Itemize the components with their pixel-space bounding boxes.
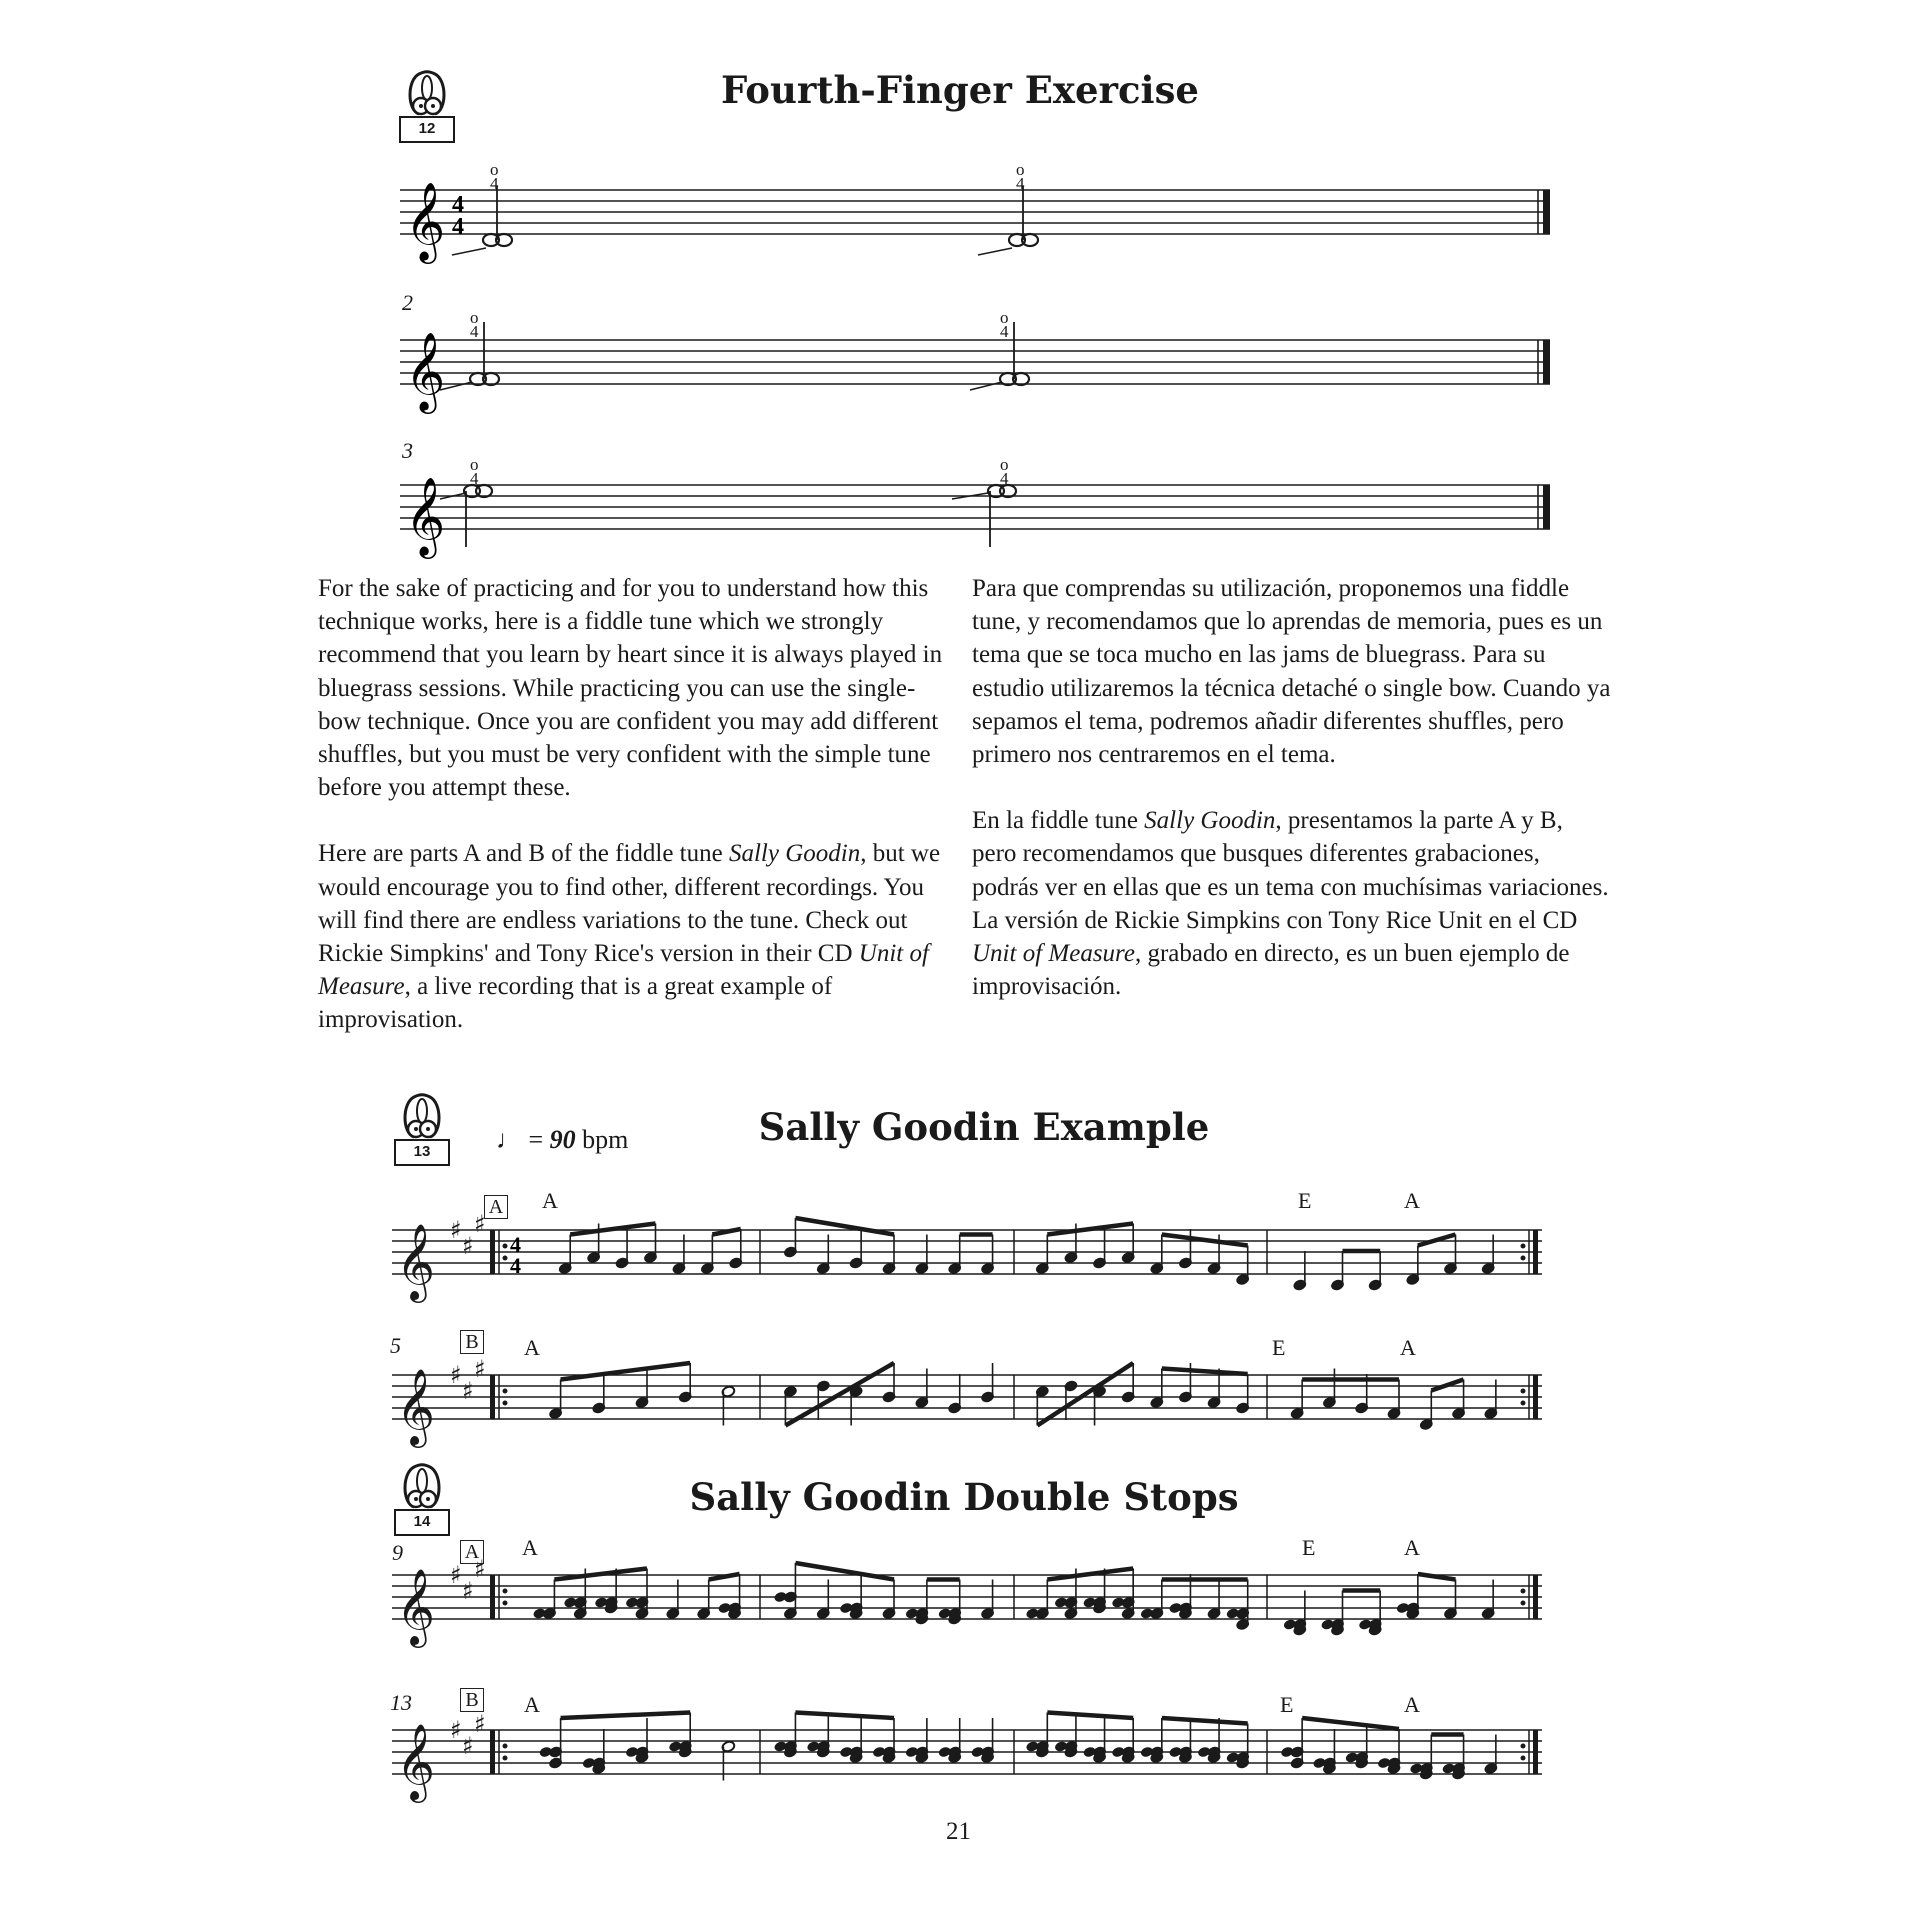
- note-beam: [795, 1218, 894, 1235]
- rehearsal-mark: A: [484, 1195, 508, 1219]
- chord-symbol: A: [524, 1335, 540, 1360]
- fingering-open: o: [490, 160, 499, 179]
- system-number: 5: [390, 1333, 401, 1358]
- paragraph: Para que comprendas su utilización, proponemos una fiddle tune, y recomendamos que lo aprendas de memoria, pues es un tema que se toca mucho en las jams de bluegrass. Para su estudio utilizaremos la técnica detaché o single bow. Cuando ya sepamos el tema, podremos añadir diferentes shuffles, pero primero nos centraremos en el tema.: [972, 575, 1611, 769]
- tempo-marking: ♩ = 90 bpm: [496, 1125, 629, 1154]
- cd-track-icon: [393, 1093, 451, 1167]
- english-text-column: [318, 572, 958, 1037]
- chord-symbol: A: [1404, 1188, 1420, 1213]
- system-number: 9: [392, 1540, 403, 1565]
- repeat-dot: [503, 1744, 508, 1749]
- note-beam: [1047, 1569, 1133, 1580]
- repeat-dot: [1521, 1744, 1526, 1749]
- sharp-icon: ♯: [474, 1710, 486, 1738]
- repeat-bar: [490, 1730, 495, 1774]
- chord-symbol: A: [1404, 1692, 1420, 1717]
- chord-symbol: A: [542, 1188, 558, 1213]
- treble-clef-icon: 𝄞: [396, 1223, 436, 1300]
- chord-symbol: A: [524, 1692, 540, 1717]
- fingering-open: o: [1000, 308, 1009, 327]
- fingering-open: o: [1000, 455, 1009, 474]
- repeat-bar: [1533, 1230, 1538, 1274]
- tune-name: Sally Goodin: [728, 840, 861, 868]
- sharp-icon: ♯: [462, 1732, 474, 1760]
- cd-track-icon: [398, 70, 456, 144]
- treble-clef-icon: 𝄞: [396, 1568, 436, 1645]
- fingering-open: o: [470, 455, 479, 474]
- treble-clef-icon: 𝄞: [396, 1368, 436, 1445]
- system-number: 13: [390, 1690, 412, 1715]
- tempo-value: 90: [549, 1125, 576, 1154]
- repeat-dot: [1521, 1756, 1526, 1761]
- exercise-staff-2: [400, 310, 1560, 410]
- fingering-four: 4: [1016, 174, 1025, 193]
- note-head: [773, 1591, 787, 1604]
- sharp-icon: ♯: [450, 1361, 462, 1389]
- paragraph: Here are parts A and B of the fiddle tune Sally Goodin, but we would encourage you to find other, different recordings. You will find there are endless variations to the tune. Check out Rickie Simpkins' and Tony Rice's version in their CD Unit of Measure, a live recording that is a great example of improvisation.: [318, 840, 941, 1034]
- note-beam: [785, 1363, 894, 1426]
- system-number: 2: [402, 290, 413, 315]
- note-head: [538, 1746, 552, 1759]
- fingering-four: 4: [1000, 469, 1009, 488]
- repeat-dot: [1521, 1256, 1526, 1261]
- rehearsal-mark: B: [460, 1330, 484, 1354]
- note-beam: [1162, 1369, 1248, 1375]
- repeat-bar: [1533, 1730, 1538, 1774]
- fingering-four: 4: [1000, 322, 1009, 341]
- note-beam: [1431, 1380, 1463, 1391]
- chord-symbol: E: [1298, 1188, 1312, 1213]
- note-head: [1226, 1607, 1240, 1620]
- exercise-staff-3: [400, 455, 1560, 555]
- repeat-dot: [503, 1756, 508, 1761]
- note-beam: [1037, 1363, 1133, 1426]
- page-number: 21: [946, 1818, 971, 1845]
- music-staff: [392, 1200, 1552, 1310]
- exercise-title: Fourth-Finger Exercise: [721, 68, 1199, 112]
- rehearsal-mark: A: [460, 1540, 484, 1564]
- fingering-four: 4: [470, 322, 479, 341]
- sharp-icon: ♯: [450, 1561, 462, 1589]
- sally-example-title: Sally Goodin Example: [758, 1105, 1210, 1149]
- music-staff: [392, 1700, 1552, 1810]
- fingering-open: o: [1016, 160, 1025, 179]
- system-number: 3: [402, 438, 413, 463]
- repeat-bar: [490, 1375, 495, 1419]
- repeat-dot: [503, 1244, 508, 1249]
- note-beam: [561, 1363, 691, 1380]
- exercise-staff-1: [400, 160, 1560, 270]
- treble-clef-icon: 𝄞: [396, 1723, 436, 1800]
- sharp-icon: ♯: [462, 1577, 474, 1605]
- paragraph: En la fiddle tune Sally Goodin, presentamos la parte A y B, pero recomendamos que busques diferentes grabaciones, podrás ver en ellas que es un tema con muchísimas variaciones. La versión de Rickie Simpkins con Tony Rice Unit en el CD Unit of Measure, grabado en directo, es un buen ejemplo de improvisación.: [972, 807, 1609, 1001]
- note-head: [625, 1596, 639, 1609]
- album-name: Unit of Measure: [972, 940, 1135, 968]
- note-group: [440, 485, 492, 547]
- treble-clef-icon: 𝄞: [405, 332, 446, 411]
- note-head: [532, 1607, 546, 1620]
- rehearsal-mark: B: [460, 1688, 484, 1712]
- repeat-dot: [503, 1589, 508, 1594]
- sharp-icon: ♯: [474, 1355, 486, 1383]
- sharp-icon: ♯: [450, 1216, 462, 1244]
- chord-symbol: A: [1404, 1535, 1420, 1560]
- sally-double-stops-title: Sally Goodin Double Stops: [689, 1475, 1239, 1519]
- repeat-dot: [503, 1401, 508, 1406]
- note-head: [1280, 1746, 1294, 1759]
- track-number: 12: [418, 120, 436, 137]
- treble-clef-icon: 𝄞: [405, 182, 446, 261]
- repeat-bar: [490, 1575, 495, 1619]
- paragraph: For the sake of practicing and for you to understand how this technique works, here is a fiddle tune which we strongly recommend that you learn by heart since it is always played in bluegrass sessions. While practicing you can use the single-bow technique. Once you are confident you may add different shuffles, but you must be very confident with the simple tune before you attempt these.: [318, 575, 943, 802]
- treble-clef-icon: 𝄞: [405, 477, 446, 556]
- repeat-bar: [1533, 1375, 1538, 1419]
- note-beam: [1047, 1713, 1133, 1719]
- tune-name: Sally Goodin: [1144, 807, 1276, 835]
- note-beam: [795, 1713, 894, 1719]
- sharp-icon: ♯: [462, 1232, 474, 1260]
- repeat-dot: [503, 1389, 508, 1394]
- repeat-dot: [1521, 1401, 1526, 1406]
- chord-symbol: A: [1400, 1335, 1416, 1360]
- repeat-dot: [1521, 1601, 1526, 1606]
- fingering-four: 4: [490, 174, 499, 193]
- note-beam: [1418, 1235, 1456, 1246]
- note-group: [952, 485, 1016, 547]
- note-beam: [1162, 1718, 1248, 1724]
- note-head: [1111, 1596, 1125, 1609]
- note-beam: [1047, 1224, 1133, 1235]
- repeat-dot: [1521, 1589, 1526, 1594]
- chord-symbol: E: [1280, 1692, 1294, 1717]
- chord-symbol: E: [1272, 1335, 1286, 1360]
- repeat-dot: [503, 1601, 508, 1606]
- repeat-dot: [503, 1256, 508, 1261]
- sharp-icon: ♯: [474, 1210, 486, 1238]
- note-head: [1054, 1596, 1068, 1609]
- note-group: [978, 186, 1038, 255]
- note-beam: [561, 1713, 691, 1719]
- time-signature: 4: [452, 192, 464, 218]
- note-beam: [1302, 1718, 1399, 1729]
- quarter-note-icon: ♩: [496, 1125, 522, 1154]
- spanish-text-column: [972, 572, 1612, 1003]
- note-head: [563, 1596, 577, 1609]
- repeat-bar: [490, 1230, 495, 1274]
- chord-symbol: E: [1302, 1535, 1316, 1560]
- chord-symbol: A: [522, 1535, 538, 1560]
- repeat-dot: [1521, 1389, 1526, 1394]
- fingering-open: o: [470, 308, 479, 327]
- time-signature: 4: [510, 1232, 521, 1257]
- note-head: [1140, 1607, 1154, 1620]
- repeat-dot: [1521, 1244, 1526, 1249]
- fingering-four: 4: [470, 469, 479, 488]
- repeat-bar: [1533, 1575, 1538, 1619]
- time-signature: 4: [510, 1253, 521, 1278]
- album-name: Unit of Measure: [318, 940, 929, 1001]
- svg-text:4: 4: [452, 214, 464, 240]
- tempo-unit: bpm: [582, 1125, 629, 1154]
- note-head: [1025, 1607, 1039, 1620]
- sharp-icon: ♯: [462, 1377, 474, 1405]
- music-staff: [392, 1345, 1552, 1455]
- note-beam: [1162, 1235, 1248, 1246]
- track-number: 14: [413, 1513, 431, 1530]
- track-number: 13: [413, 1143, 431, 1160]
- note-beam: [554, 1569, 647, 1580]
- note-beam: [795, 1563, 894, 1580]
- cd-track-icon: [393, 1463, 451, 1537]
- note-beam: [570, 1224, 655, 1235]
- sharp-icon: ♯: [474, 1555, 486, 1583]
- music-staff: [392, 1545, 1552, 1655]
- sharp-icon: ♯: [450, 1716, 462, 1744]
